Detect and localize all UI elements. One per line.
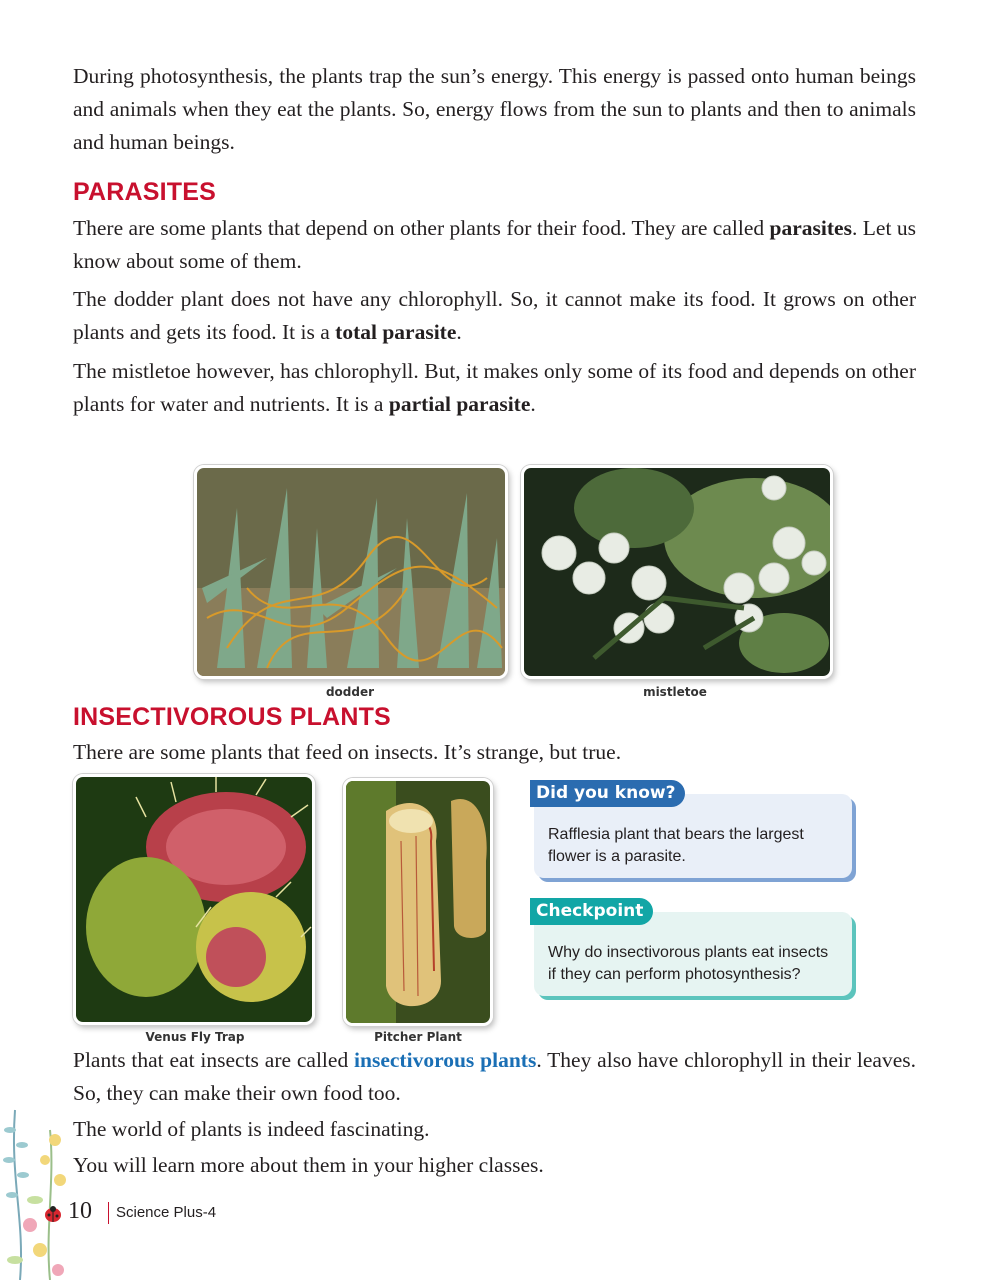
pitcher-plant-caption: Pitcher Plant (374, 1030, 462, 1044)
dodder-caption: dodder (325, 685, 375, 699)
checkpoint-text: Why do insectivorous plants eat insects if they can perform photosynthesis? (548, 944, 829, 983)
insectivorous-intro: There are some plants that feed on insects. It’s strange, but true. (73, 740, 622, 764)
intro-paragraph: During photosynthesis, the plants trap the sun’s energy. This energy is passed onto human beings and animals when they eat the plants. So, energy flows from the sun to plants and then to animals and human beings. (73, 64, 916, 154)
book-title: Science Plus-4 (116, 1204, 217, 1221)
pitcher-plant-photo (343, 778, 493, 1026)
checkpoint-box (534, 901, 852, 996)
term-partial-parasite: partial parasite (388, 392, 531, 416)
venus-fly-trap-photo (73, 774, 315, 1025)
insectivorous-paragraph-1: Plants that eat insects are called insectivorous plants. They also have chlorophyll in their leaves. So, they can make their own food too. (73, 1048, 916, 1105)
term-insectivorous-plants: insectivorous plants (354, 1048, 537, 1072)
dodder-photo (194, 465, 508, 679)
parasites-paragraph-2: The dodder plant does not have any chlorophyll. So, it cannot make its food. It grows on other plants and gets its food. It is a total parasite. (73, 287, 916, 344)
mistletoe-caption: mistletoe (643, 685, 707, 699)
term-total-parasite: total parasite (335, 320, 457, 344)
insectivorous-heading: INSECTIVOROUS PLANTS (73, 703, 391, 731)
parasites-paragraph-1: There are some plants that depend on other plants for their food. They are called parasites. Let us know about some of them. (73, 216, 916, 273)
page-number: 10 (68, 1198, 92, 1224)
parasites-heading: PARASITES (73, 178, 217, 206)
mistletoe-photo (521, 465, 833, 679)
ladybug-icon (44, 1206, 62, 1222)
parasites-paragraph-3: The mistletoe however, has chlorophyll. But, it makes only some of its food and depends on other plants for water and nutrients. It is a partial parasite. (73, 359, 916, 416)
did-you-know-tag: Did you know? (530, 780, 685, 807)
floral-decoration (0, 1100, 70, 1280)
term-parasites: parasites (769, 216, 852, 240)
did-you-know-box (534, 783, 852, 878)
checkpoint-tag: Checkpoint (530, 898, 653, 925)
did-you-know-text: Rafflesia plant that bears the largest flower is a parasite. (548, 826, 804, 865)
insectivorous-paragraph-3: You will learn more about them in your higher classes. (73, 1153, 544, 1177)
insectivorous-paragraph-2: The world of plants is indeed fascinating. (73, 1117, 430, 1141)
venus-fly-trap-caption: Venus Fly Trap (145, 1030, 245, 1044)
footer-divider (108, 1202, 109, 1224)
